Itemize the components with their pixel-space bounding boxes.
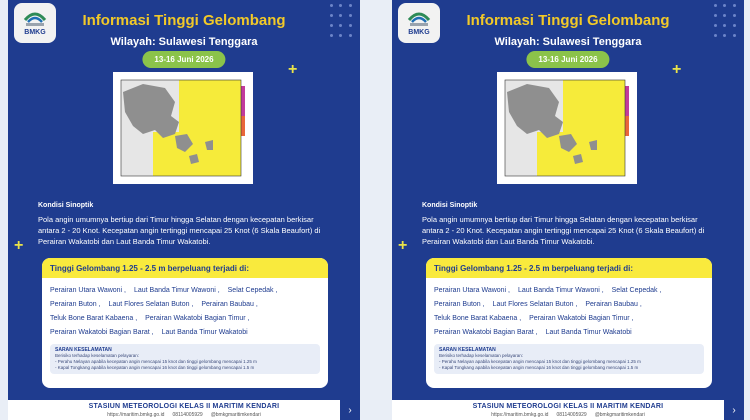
- wave-header: Tinggi Gelombang 1.25 - 2.5 m berpeluang terjadi di:: [42, 258, 328, 278]
- wave-map-graphic: [497, 72, 637, 184]
- area-item: Perairan Baubau ,: [201, 301, 258, 308]
- station-name: STASIUN METEOROLOGI KELAS II MARITIM KENDARI: [88, 402, 280, 410]
- safety-title: SARAN KESELAMATAN: [439, 347, 496, 353]
- wave-info-box: [42, 258, 328, 388]
- date-badge: 13-16 Juni 2026: [142, 51, 225, 68]
- area-item: Perairan Buton ,: [434, 301, 485, 308]
- area-item: Perairan Wakatobi Bagian Barat ,: [434, 329, 538, 336]
- area-item: Perairan Buton ,: [50, 301, 101, 308]
- safety-intro: Berisiko terhadap keselamatan pelayaran:: [55, 353, 140, 358]
- area-item: Perairan Baubau ,: [585, 301, 642, 308]
- logo-text: BMKG: [24, 29, 46, 36]
- area-item: Teluk Bone Barat Kabaena ,: [50, 315, 138, 322]
- contact-row: [107, 412, 261, 418]
- footer: [392, 400, 744, 420]
- social-handle[interactable]: @bmkgmaritimkendari: [210, 411, 261, 418]
- area-list: [42, 278, 328, 340]
- region-subtitle: Wilayah: Sulawesi Tenggara: [110, 36, 258, 48]
- safety-item: - Perahu Nelayan apabila kecepatan angin mencapai 15 knot dan tinggi gelombang mencapai 1.25 m: [55, 359, 257, 364]
- wave-map: [497, 72, 637, 184]
- decor-plus-icon: +: [288, 61, 298, 78]
- website-link[interactable]: https://maritim.bmkg.go.id: [491, 411, 549, 418]
- area-line: [434, 312, 704, 326]
- area-item: Perairan Utara Wawoni ,: [50, 287, 126, 294]
- logo-text: BMKG: [408, 29, 430, 36]
- decor-plus-icon: +: [14, 237, 24, 254]
- info-panel-right: [392, 0, 744, 420]
- synoptic-title: Kondisi Sinoptik: [38, 202, 94, 209]
- page-title: Informasi Tinggi Gelombang: [82, 12, 286, 29]
- next-arrow-icon[interactable]: ›: [724, 400, 744, 420]
- area-line: [50, 326, 320, 340]
- date-badge: 13-16 Juni 2026: [526, 51, 609, 68]
- footer: [8, 400, 360, 420]
- decor-plus-icon: +: [672, 61, 682, 78]
- area-line: [50, 284, 320, 298]
- wave-map: [113, 72, 253, 184]
- synoptic-text: Pola angin umumnya bertiup dari Timur hingga Selatan dengan kecepatan berkisar antara 2 - 20 Knot. Kecepatan angin tertinggi mencapai 25 Knot (6 Skala Beaufort) di Perairan Wakatobi dan Laut Banda Timur Wakatobi.: [422, 215, 705, 246]
- synoptic-text: Pola angin umumnya bertiup dari Timur hingga Selatan dengan kecepatan berkisar antara 2 - 20 Knot. Kecepatan angin tertinggi mencapai 25 Knot (6 Skala Beaufort) di Perairan Wakatobi dan Laut Banda Timur Wakatobi.: [38, 215, 321, 246]
- safety-item: - Kapal Tongkang apabila kecepatan angin mencapai 16 knot dan tinggi gelombang mencapai 1.5 m: [439, 365, 639, 370]
- area-item: Laut Banda Timur Wawoni ,: [133, 287, 220, 294]
- safety-advice: [434, 344, 704, 374]
- phone-number: 08114005929: [556, 411, 587, 418]
- area-item: Teluk Bone Barat Kabaena ,: [434, 315, 522, 322]
- wave-map-graphic: [113, 72, 253, 184]
- safety-item: - Perahu Nelayan apabila kecepatan angin mencapai 15 knot dan tinggi gelombang mencapai 1.25 m: [439, 359, 641, 364]
- decor-plus-icon: +: [398, 237, 408, 254]
- station-name: STASIUN METEOROLOGI KELAS II MARITIM KENDARI: [472, 402, 664, 410]
- phone-number: 08114005929: [172, 411, 203, 418]
- area-item: Laut Banda Timur Wakatobi: [545, 329, 632, 336]
- next-arrow-icon[interactable]: ›: [340, 400, 360, 420]
- safety-title: SARAN KESELAMATAN: [55, 347, 112, 353]
- area-item: Laut Banda Timur Wakatobi: [161, 329, 248, 336]
- info-panel-left: [8, 0, 360, 420]
- region-subtitle: Wilayah: Sulawesi Tenggara: [494, 36, 642, 48]
- safety-advice: [50, 344, 320, 374]
- area-item: Perairan Wakatobi Bagian Timur ,: [145, 315, 250, 322]
- area-item: Laut Flores Selatan Buton ,: [492, 301, 578, 308]
- area-line: [50, 298, 320, 312]
- safety-item: - Kapal Tongkang apabila kecepatan angin mencapai 16 knot dan tinggi gelombang mencapai 1.5 m: [55, 365, 255, 370]
- area-list: [426, 278, 712, 340]
- area-item: Perairan Wakatobi Bagian Timur ,: [529, 315, 634, 322]
- website-link[interactable]: https://maritim.bmkg.go.id: [107, 411, 165, 418]
- area-line: [434, 298, 704, 312]
- area-item: Laut Flores Selatan Buton ,: [108, 301, 194, 308]
- area-line: [434, 326, 704, 340]
- safety-intro: Berisiko terhadap keselamatan pelayaran:: [439, 353, 524, 358]
- area-item: Selat Cepedak ,: [227, 287, 278, 294]
- area-item: Perairan Wakatobi Bagian Barat ,: [50, 329, 154, 336]
- area-item: Selat Cepedak ,: [611, 287, 662, 294]
- synoptic-title: Kondisi Sinoptik: [422, 202, 478, 209]
- area-item: Perairan Utara Wawoni ,: [434, 287, 510, 294]
- area-line: [50, 312, 320, 326]
- wave-header: Tinggi Gelombang 1.25 - 2.5 m berpeluang terjadi di:: [426, 258, 712, 278]
- contact-row: [491, 412, 645, 418]
- social-handle[interactable]: @bmkgmaritimkendari: [594, 411, 645, 418]
- area-line: [434, 284, 704, 298]
- wave-info-box: [426, 258, 712, 388]
- area-item: Laut Banda Timur Wawoni ,: [517, 287, 604, 294]
- page-title: Informasi Tinggi Gelombang: [466, 12, 670, 29]
